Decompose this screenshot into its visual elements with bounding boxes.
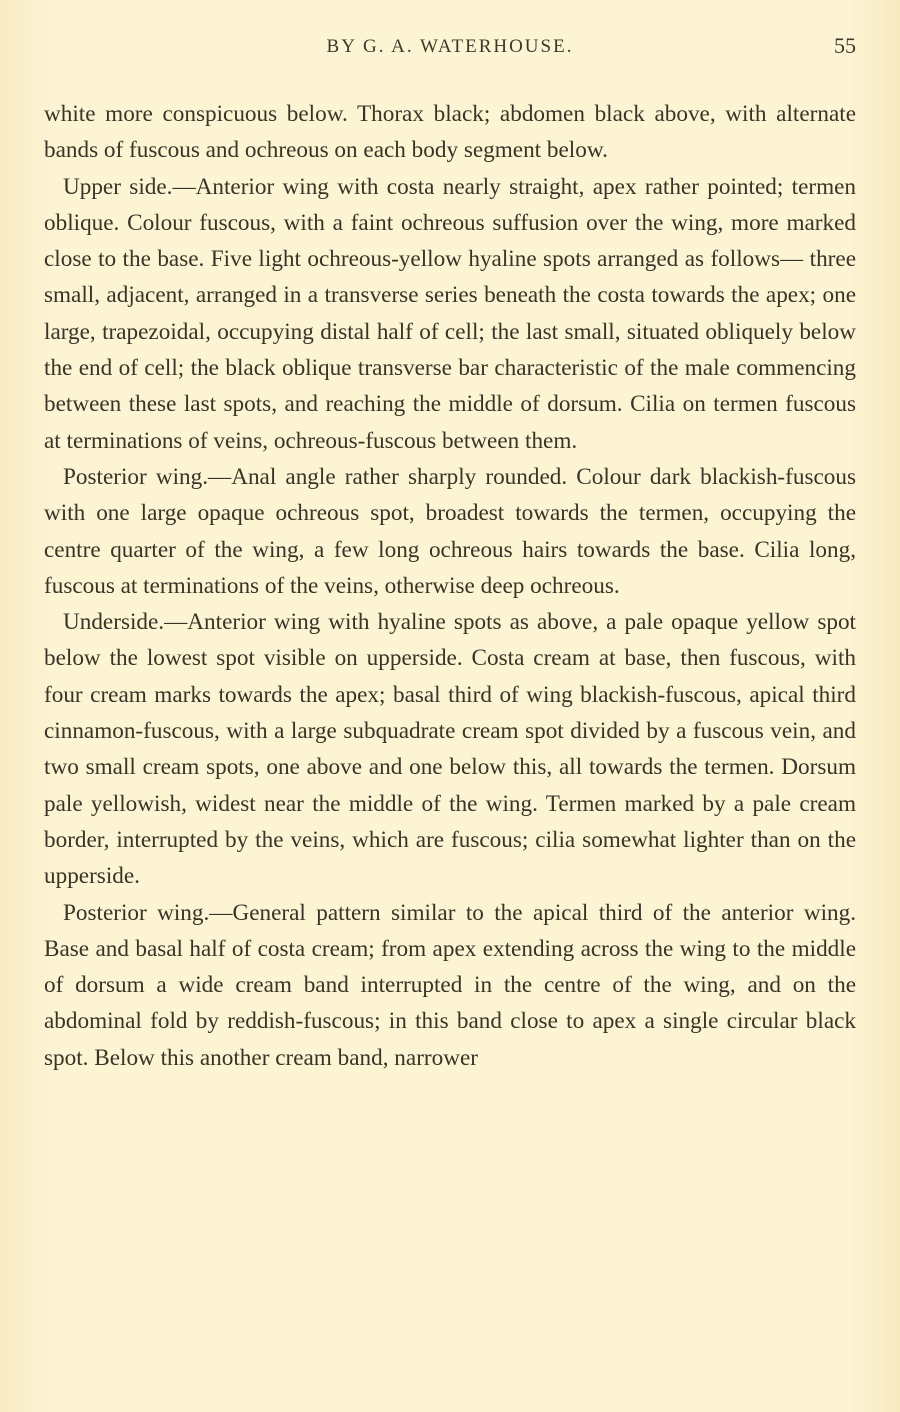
paragraph-underside: Underside.—Anterior wing with hyaline spots as above, a pale opaque yellow spot below the lowest spot visible on upperside. Costa cream at base, then fuscous, with four cream marks towards the apex; basal third of wing blackish-fuscous, apical third cinnamon-fuscous, with a large subquadrate cream spot divided by a fuscous vein, and two small cream spots, one above and one below this, all towards the termen. Dorsum pale yellowish, widest near the middle of the wing. Termen marked by a pale cream border, interrupted by the veins, which are fuscous; cilia somewhat lighter than on the upperside. <box>44 609 856 890</box>
page-header <box>44 0 856 60</box>
running-head: BY G. A. WATERHOUSE. <box>326 36 574 57</box>
document-page <box>44 0 856 1076</box>
paragraph-posterior-wing-under: Posterior wing.—General pattern similar to the apical third of the anterior wing. Base and basal half of costa cream; from apex extending across the wing to the middle of dorsum a wide cream band interrupted in the centre of the wing, and on the abdominal fold by reddish-fuscous; in this band close to apex a single circular black spot. Below this another cream band, narrower <box>44 899 856 1071</box>
paragraph-upper-side: Upper side.—Anterior wing with costa nearly straight, apex rather pointed; termen oblique. Colour fuscous, with a faint ochreous suffusion over the wing, more marked close to the base. Five light ochreous-yellow hyaline spots arranged as follows— three small, adjacent, arranged in a transverse series beneath the costa towards the apex; one large, trapezoidal, occupying distal half of cell; the last small, situated obliquely below the end of cell; the black oblique transverse bar characteristic of the male commencing between these last spots, and reaching the middle of dorsum. Cilia on termen fuscous at terminations of veins, ochreous-fuscous between them. <box>44 173 856 454</box>
paragraph-continuation: white more conspicuous below. Thorax black; abdomen black above, with alternate bands of fuscous and ochreous on each body segment below. <box>44 101 856 164</box>
page-number: 55 <box>834 33 856 58</box>
paragraph-posterior-wing-upper: Posterior wing.—Anal angle rather sharply rounded. Colour dark blackish-fuscous with one large opaque ochreous spot, broadest towards the termen, occupying the centre quarter of the wing, a few long ochreous hairs towards the base. Cilia long, fuscous at terminations of the veins, otherwise deep ochreous. <box>44 463 856 599</box>
body-text <box>44 96 856 1076</box>
